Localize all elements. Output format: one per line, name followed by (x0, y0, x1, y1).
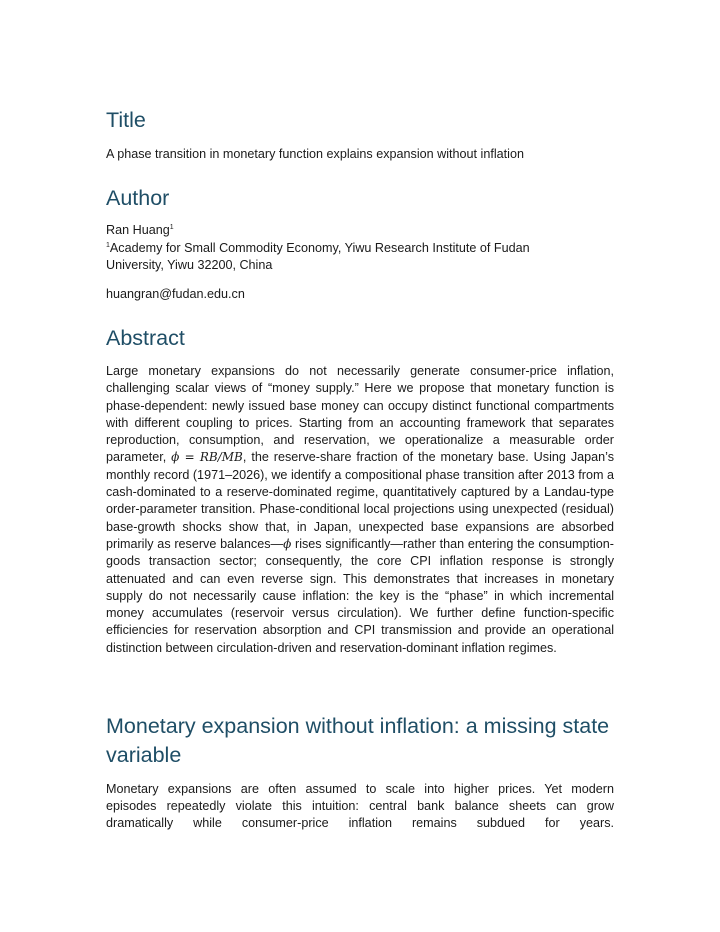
author-email[interactable]: huangran@fudan.edu.cn (106, 287, 245, 301)
affiliation-mark: 1 (106, 242, 110, 249)
intro-line-1: Monetary expansions are often assumed to scale into higher prices. Yet modern (106, 782, 614, 796)
author-heading: Author (106, 186, 170, 210)
affiliation-text: Academy for Small Commodity Economy, Yiwu Research Institute of Fudan University, Yiwu 32200, China (106, 241, 530, 273)
author-name (106, 222, 614, 239)
abstract-part-1: Large monetary expansions do not necessarily generate consumer-price inflation, challenging scalar views of “money supply.” Here we propose that monetary function is phase-dependent: newly issued base money can occupy distinct functional compartments with different coupling to prices. Starting from an accounting framework that separates reproduction, consumption, and reservation, we operationalize a measurable order parameter, (106, 364, 614, 465)
author-affiliation-mark: 1 (169, 224, 174, 231)
abstract-text (106, 363, 614, 657)
intro-line-3: dramatically while consumer-price inflation remains subdued for years. (106, 816, 614, 830)
abstract-part-3: rises significantly—rather than entering the consumption-goods transaction sector; consequently, the core CPI inflation response is strongly attenuated and can even reverse sign. This demonstrates that increases in monetary supply do not necessarily cause inflation: the key is the “phase” in which incremental money accumulates (reservoir versus circulation). We further define function-specific efficiencies for reservation absorption and CPI transmission and provide an operational distinction between circulation-driven and reservation-dominant inflation regimes. (106, 536, 614, 655)
author-name-text: Ran Huang (106, 223, 170, 237)
intro-line-2: episodes repeatedly violate this intuition: central bank balance sheets can grow (106, 799, 614, 813)
intro-heading: Monetary expansion without inflation: a missing state variable (106, 714, 610, 767)
title-heading: Title (106, 108, 146, 132)
paper-title: A phase transition in monetary function explains expansion without inflation (106, 147, 524, 161)
phi-symbol: ϕ (283, 536, 292, 551)
author-affiliation (106, 240, 576, 275)
abstract-heading: Abstract (106, 326, 185, 350)
abstract-part-2: , the reserve-share fraction of the monetary base. Using Japan’s monthly record (1971–2026), we identify a compositional phase transition after 2013 from a cash-dominated to a reserve-dominated regime, quantitatively captured by a Landau-type order-parameter transition. Phase-conditional local projections using unexpected (residual) base-growth shocks show that, in Japan, unexpected base expansions are absorbed primarily as reserve balances— (106, 450, 614, 551)
order-parameter-equation: ϕ = RB/MB (171, 450, 243, 465)
